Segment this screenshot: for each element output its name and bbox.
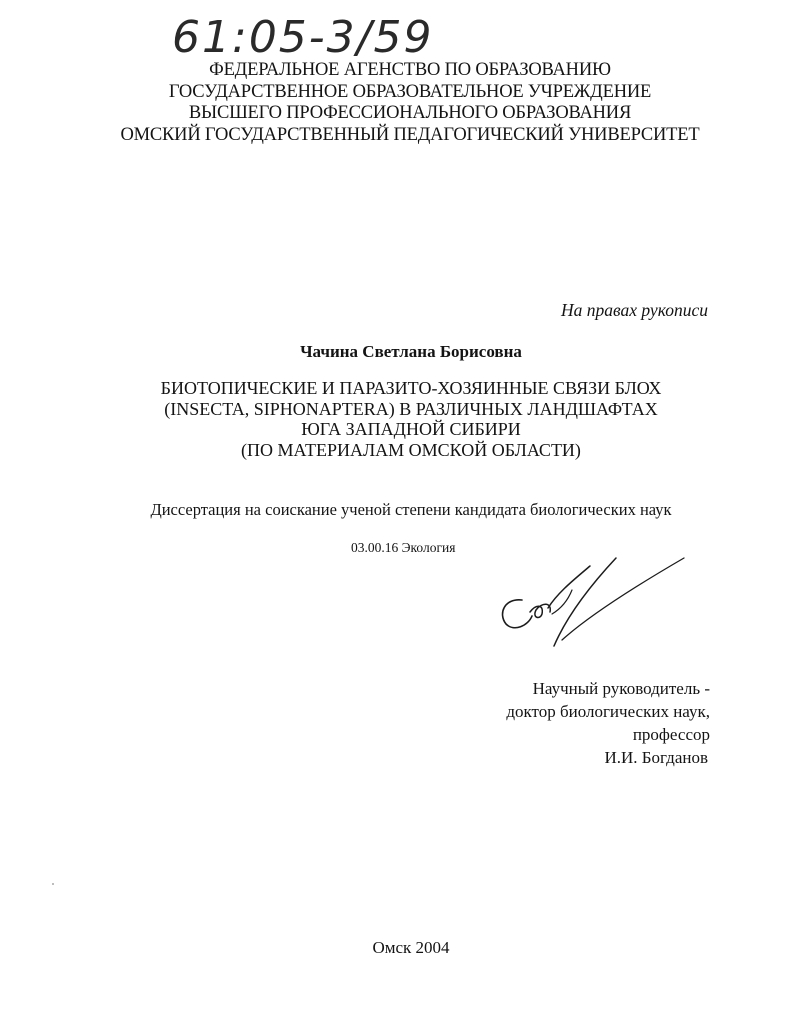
degree-statement: Диссертация на соискание ученой степени кандидата биологических наук — [150, 500, 672, 519]
city-year: Омск 2004 — [372, 938, 450, 957]
archive-code-handwritten — [168, 10, 458, 62]
archive-code-text: 61:05-3/59 — [172, 12, 434, 62]
org-line-agency: ФЕДЕРАЛЬНОЕ АГЕНСТВО ПО ОБРАЗОВАНИЮ — [209, 60, 611, 80]
dissertation-title — [0, 378, 794, 460]
org-line-education-level: ВЫСШЕГО ПРОФЕССИОНАЛЬНОГО ОБРАЗОВАНИЯ — [188, 103, 632, 123]
supervisor-name: И.И. Богданов — [604, 748, 708, 767]
title-line-2: (INSECTA, SIPHONAPTERA) В РАЗЛИЧНЫХ ЛАНДШАФТАХ — [164, 398, 658, 419]
title-line-3: ЮГА ЗАПАДНОЙ СИБИРИ — [301, 419, 521, 439]
supervisor-degree: доктор биологических наук, — [506, 702, 710, 721]
title-line-4: (ПО МАТЕРИАЛАМ ОМСКОЙ ОБЛАСТИ) — [241, 439, 581, 460]
supervisor-role: Научный руководитель - — [532, 679, 710, 698]
org-line-institution-type: ГОСУДАРСТВЕННОЕ ОБРАЗОВАТЕЛЬНОЕ УЧРЕЖДЕНИЕ — [168, 81, 652, 102]
supervisor-block — [506, 677, 710, 769]
signature — [492, 548, 692, 648]
specialty-code: 03.00.16 Экология — [351, 540, 456, 555]
title-line-1: БИОТОПИЧЕСКИЕ И ПАРАЗИТО-ХОЗЯИННЫЕ СВЯЗИ БЛОХ — [160, 378, 662, 398]
scan-speck — [52, 883, 54, 885]
supervisor-position: профессор — [632, 725, 710, 744]
organization-header — [0, 60, 794, 146]
manuscript-note: На правах рукописи — [561, 300, 708, 320]
org-line-university: ОМСКИЙ ГОСУДАРСТВЕННЫЙ ПЕДАГОГИЧЕСКИЙ УНИВЕРСИТЕТ — [120, 124, 700, 145]
author-name: Чачина Светлана Борисовна — [300, 342, 522, 361]
